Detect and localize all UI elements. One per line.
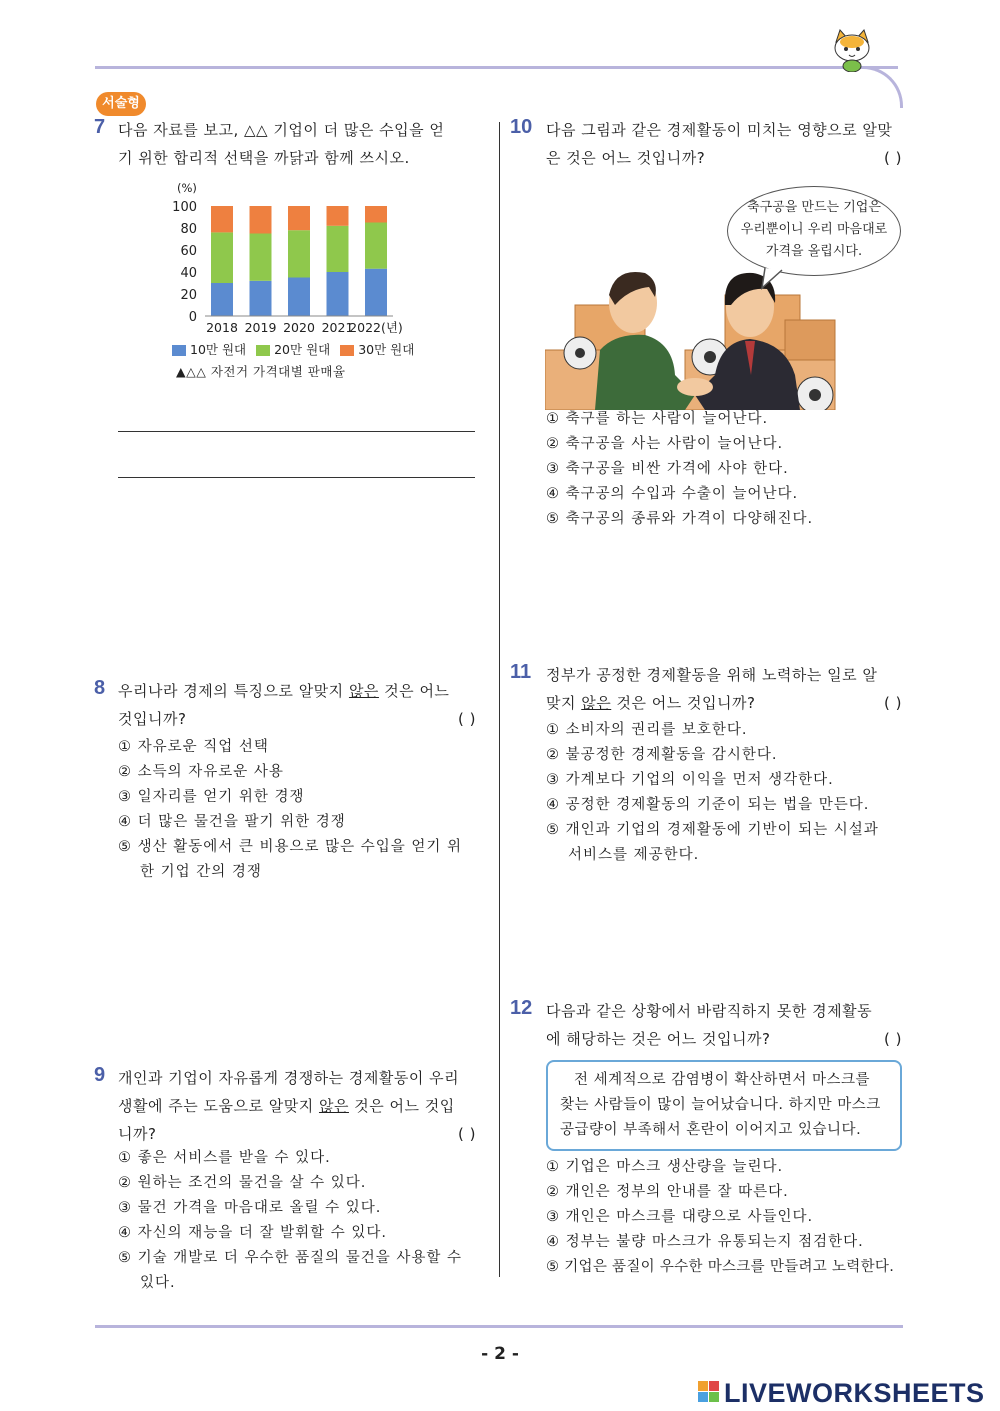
- y-axis-label: (%): [177, 181, 197, 195]
- cat-mascot-icon: [828, 28, 876, 72]
- option[interactable]: ⑤ 생산 활동에서 큰 비용으로 많은 수입을 얻기 위: [118, 839, 463, 855]
- footer-rule: [95, 1325, 903, 1328]
- option[interactable]: ③ 일자리를 얻기 위한 경쟁: [118, 789, 305, 805]
- stacked-bar-chart: [165, 178, 430, 363]
- option[interactable]: ② 원하는 조건의 물건을 살 수 있다.: [118, 1175, 367, 1191]
- option[interactable]: ① 축구를 하는 사람이 늘어난다.: [546, 411, 769, 427]
- option[interactable]: ④ 공정한 경제활동의 기준이 되는 법을 만든다.: [546, 797, 870, 813]
- bar-segment: [327, 272, 349, 316]
- question-number: 8: [94, 677, 106, 699]
- legend-swatch: [340, 345, 354, 356]
- legend-label: 30만 원대: [358, 342, 415, 357]
- bar-segment: [250, 206, 272, 234]
- option[interactable]: ④ 정부는 불량 마스크가 유통되는지 점검한다.: [546, 1234, 864, 1250]
- legend-item: [256, 342, 330, 357]
- option[interactable]: ⑤ 기업은 품질이 우수한 마스크를 만들려고 노력한다.: [546, 1259, 895, 1275]
- bar-segment: [365, 206, 387, 223]
- y-tick-label: 60: [180, 244, 197, 259]
- question-text: 우리나라 경제의 특징으로 알맞지 않은 것은 어느: [118, 682, 450, 700]
- option[interactable]: ① 기업은 마스크 생산량을 늘린다.: [546, 1159, 784, 1175]
- option[interactable]: ② 소득의 자유로운 사용: [118, 764, 284, 780]
- header-rule: [95, 66, 898, 69]
- bar-segment: [327, 206, 349, 226]
- x-tick-label: 2021: [321, 320, 354, 335]
- bar-segment: [211, 283, 233, 316]
- question-text: 니까? ( ): [118, 1120, 476, 1148]
- option[interactable]: ④ 더 많은 물건을 팔기 위한 경쟁: [118, 814, 346, 830]
- speech-bubble-tail: [760, 268, 790, 290]
- liveworksheets-logo-icon: [698, 1381, 720, 1403]
- option[interactable]: ① 좋은 서비스를 받을 수 있다.: [118, 1150, 331, 1166]
- bar-segment: [250, 234, 272, 281]
- answer-line[interactable]: [118, 477, 475, 478]
- option[interactable]: ⑤ 개인과 기업의 경제활동에 기반이 되는 시설과: [546, 822, 879, 838]
- box-line: 찾는 사람들이 많이 늘어났습니다. 하지만 마스크: [560, 1097, 881, 1113]
- watermark-text: LIVEWORKSHEETS: [724, 1378, 985, 1408]
- x-tick-label: 2019: [244, 320, 277, 335]
- bar-segment: [327, 226, 349, 272]
- legend-swatch: [256, 345, 270, 356]
- question-number: 11: [510, 661, 532, 683]
- column-divider: [499, 122, 500, 1277]
- question-text: 맞지 않은 것은 어느 것입니까? ( ): [546, 689, 902, 717]
- option-continued: 서비스를 제공한다.: [568, 847, 700, 863]
- bar-segment: [365, 269, 387, 316]
- speech-line: 가격을 올립시다.: [765, 244, 863, 259]
- option[interactable]: ① 자유로운 직업 선택: [118, 739, 269, 755]
- question-text: 기 위한 합리적 선택을 까닭과 함께 쓰시오.: [118, 149, 410, 167]
- question-text: 개인과 기업이 자유롭게 경쟁하는 경제활동이 우리: [118, 1069, 460, 1087]
- question-8: [94, 677, 476, 907]
- option[interactable]: ② 축구공을 사는 사람이 늘어난다.: [546, 436, 784, 452]
- legend-label: 20만 원대: [274, 342, 331, 357]
- box-line: 공급량이 부족해서 혼란이 이어지고 있습니다.: [560, 1122, 862, 1138]
- speech-bubble: [727, 186, 901, 276]
- answer-blank[interactable]: ( ): [458, 1125, 476, 1143]
- option[interactable]: ③ 가계보다 기업의 이익을 먼저 생각한다.: [546, 772, 834, 788]
- question-number: 7: [94, 116, 106, 138]
- option-continued: 한 기업 간의 경쟁: [140, 864, 262, 880]
- option[interactable]: ③ 물건 가격을 마음대로 올릴 수 있다.: [118, 1200, 382, 1216]
- y-tick-label: 100: [172, 200, 197, 215]
- chart-caption: ▲△△ 자전거 가격대별 판매율: [176, 364, 346, 379]
- question-text: 다음과 같은 상황에서 바람직하지 못한 경제활동: [546, 1002, 873, 1020]
- option[interactable]: ② 개인은 정부의 안내를 잘 따른다.: [546, 1184, 789, 1200]
- y-tick-label: 40: [180, 266, 197, 281]
- bar-segment: [211, 232, 233, 283]
- question-number: 10: [510, 116, 533, 138]
- x-tick-label: 2022(년): [349, 320, 403, 335]
- question-12: [510, 997, 902, 1287]
- option[interactable]: ③ 개인은 마스크를 대량으로 사들인다.: [546, 1209, 814, 1225]
- question-text: 다음 그림과 같은 경제활동이 미치는 영향으로 알맞: [546, 121, 893, 139]
- bar-segment: [250, 281, 272, 316]
- option[interactable]: ④ 자신의 재능을 더 잘 발휘할 수 있다.: [118, 1225, 387, 1241]
- legend-swatch: [172, 345, 186, 356]
- question-text: 에 해당하는 것은 어느 것입니까? ( ): [546, 1025, 902, 1053]
- question-number: 12: [510, 997, 533, 1019]
- header-rule-curve: [855, 66, 903, 108]
- legend-label: 10만 원대: [190, 342, 247, 357]
- x-tick-label: 2018: [206, 320, 238, 335]
- bar-segment: [288, 278, 310, 317]
- question-text: 다음 자료를 보고, △△ 기업이 더 많은 수입을 얻: [118, 121, 445, 139]
- option[interactable]: ② 불공정한 경제활동을 감시한다.: [546, 747, 778, 763]
- y-tick-label: 80: [180, 222, 197, 237]
- option[interactable]: ④ 축구공의 수입과 수출이 늘어난다.: [546, 486, 799, 502]
- situation-box: [546, 1060, 902, 1151]
- answer-blank[interactable]: ( ): [458, 710, 476, 728]
- answer-blank[interactable]: ( ): [884, 1030, 902, 1048]
- question-number: 9: [94, 1064, 106, 1086]
- y-tick-label: 0: [188, 310, 197, 325]
- question-text: 것입니까? ( ): [118, 705, 476, 733]
- handshake-illustration: [545, 265, 837, 410]
- legend-item: [172, 342, 246, 357]
- box-line: 전 세계적으로 감염병이 확산하면서 마스크를: [574, 1072, 871, 1088]
- question-text: 정부가 공정한 경제활동을 위해 노력하는 일로 알: [546, 666, 878, 684]
- speech-line: 축구공을 만드는 기업은: [747, 200, 881, 215]
- y-tick-label: 20: [180, 288, 197, 303]
- option[interactable]: ⑤ 기술 개발로 더 우수한 품질의 물건을 사용할 수: [118, 1250, 463, 1266]
- bar-segment: [288, 206, 310, 230]
- answer-blank[interactable]: ( ): [884, 694, 902, 712]
- question-9: [94, 1064, 476, 1299]
- speech-line: 우리뿐이니 우리 마음대로: [740, 222, 888, 237]
- bar-segment: [365, 223, 387, 269]
- question-text: 생활에 주는 도움으로 알맞지 않은 것은 어느 것입: [118, 1097, 455, 1115]
- option[interactable]: ① 소비자의 권리를 보호한다.: [546, 722, 748, 738]
- option[interactable]: ③ 축구공을 비싼 가격에 사야 한다.: [546, 461, 789, 477]
- page-number: - 2 -: [481, 1344, 519, 1364]
- question-text: 은 것은 어느 것입니까? ( ): [546, 144, 902, 172]
- chart-legend: [172, 340, 424, 358]
- option[interactable]: ⑤ 축구공의 종류와 가격이 다양해진다.: [546, 511, 814, 527]
- bar-segment: [211, 206, 233, 232]
- question-11: [510, 661, 902, 876]
- x-tick-label: 2020: [283, 320, 315, 335]
- essay-badge: 서술형: [96, 92, 146, 116]
- bar-segment: [288, 230, 310, 277]
- option-continued: 있다.: [140, 1275, 176, 1291]
- legend-item: [340, 342, 414, 357]
- answer-blank[interactable]: ( ): [884, 149, 902, 167]
- answer-line[interactable]: [118, 431, 475, 432]
- q10-options: [546, 407, 902, 532]
